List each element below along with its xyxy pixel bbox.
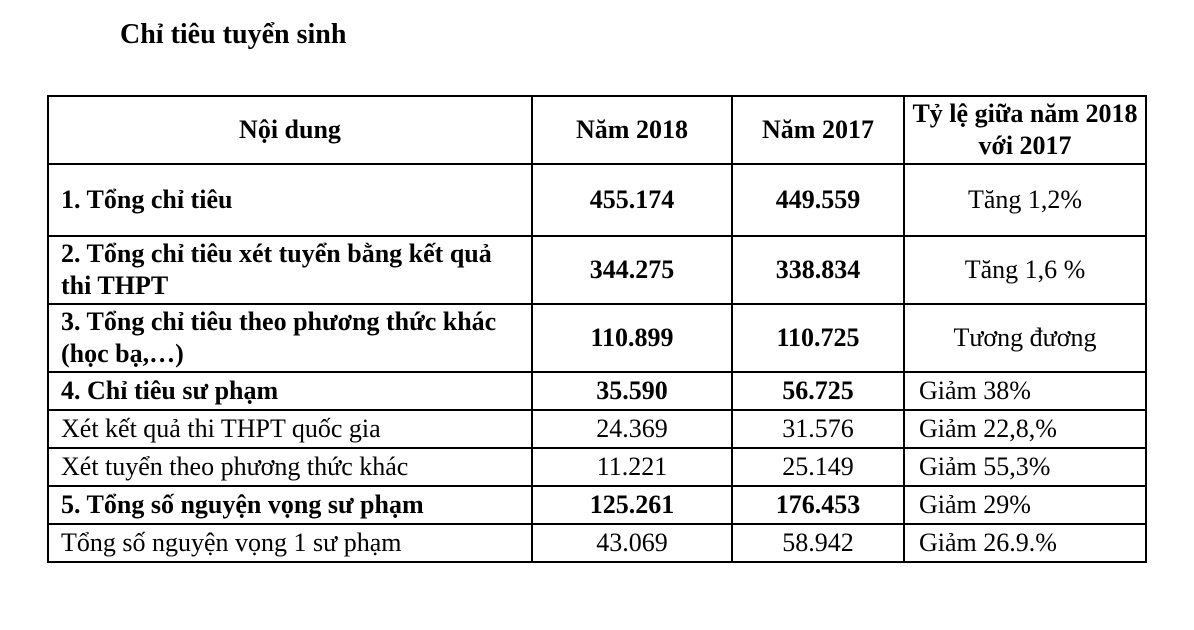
admissions-table [47, 95, 1147, 563]
row-label: 4. Chỉ tiêu sư phạm [48, 372, 532, 410]
row-label: Xét kết quả thi THPT quốc gia [48, 410, 532, 448]
header-year-2017: Năm 2017 [732, 96, 904, 164]
row-label: Xét tuyển theo phương thức khác [48, 448, 532, 486]
row-ratio: Giảm 29% [904, 486, 1146, 524]
table-row [48, 448, 1146, 486]
table-row [48, 236, 1146, 304]
header-year-2018: Năm 2018 [532, 96, 732, 164]
row-label: Tổng số nguyện vọng 1 sư phạm [48, 524, 532, 562]
row-value-2018: 43.069 [532, 524, 732, 562]
row-value-2018: 35.590 [532, 372, 732, 410]
row-value-2018: 344.275 [532, 236, 732, 304]
row-value-2017: 176.453 [732, 486, 904, 524]
table-row [48, 486, 1146, 524]
row-ratio: Giảm 22,8,% [904, 410, 1146, 448]
row-ratio: Tăng 1,6 % [904, 236, 1146, 304]
table-row [48, 410, 1146, 448]
table-header-row [48, 96, 1146, 164]
header-ratio: Tỷ lệ giữa năm 2018 với 2017 [904, 96, 1146, 164]
row-value-2017: 449.559 [732, 164, 904, 236]
row-ratio: Tăng 1,2% [904, 164, 1146, 236]
row-ratio: Giảm 55,3% [904, 448, 1146, 486]
row-value-2018: 125.261 [532, 486, 732, 524]
row-ratio: Giảm 38% [904, 372, 1146, 410]
header-content: Nội dung [48, 96, 532, 164]
row-ratio: Giảm 26.9.% [904, 524, 1146, 562]
row-value-2017: 25.149 [732, 448, 904, 486]
row-value-2017: 338.834 [732, 236, 904, 304]
row-value-2017: 56.725 [732, 372, 904, 410]
row-value-2018: 110.899 [532, 304, 732, 372]
table-row [48, 304, 1146, 372]
row-value-2018: 11.221 [532, 448, 732, 486]
page-title: Chỉ tiêu tuyển sinh [120, 19, 347, 50]
row-label: 1. Tổng chỉ tiêu [48, 164, 532, 236]
row-value-2018: 24.369 [532, 410, 732, 448]
row-label: 2. Tổng chỉ tiêu xét tuyển bằng kết quả thi THPT [48, 236, 532, 304]
row-ratio: Tương đương [904, 304, 1146, 372]
table-row [48, 164, 1146, 236]
row-value-2017: 31.576 [732, 410, 904, 448]
row-value-2017: 58.942 [732, 524, 904, 562]
row-label: 3. Tổng chỉ tiêu theo phương thức khác (học bạ,…) [48, 304, 532, 372]
row-value-2018: 455.174 [532, 164, 732, 236]
row-value-2017: 110.725 [732, 304, 904, 372]
table-row [48, 372, 1146, 410]
row-label: 5. Tổng số nguyện vọng sư phạm [48, 486, 532, 524]
table-row [48, 524, 1146, 562]
